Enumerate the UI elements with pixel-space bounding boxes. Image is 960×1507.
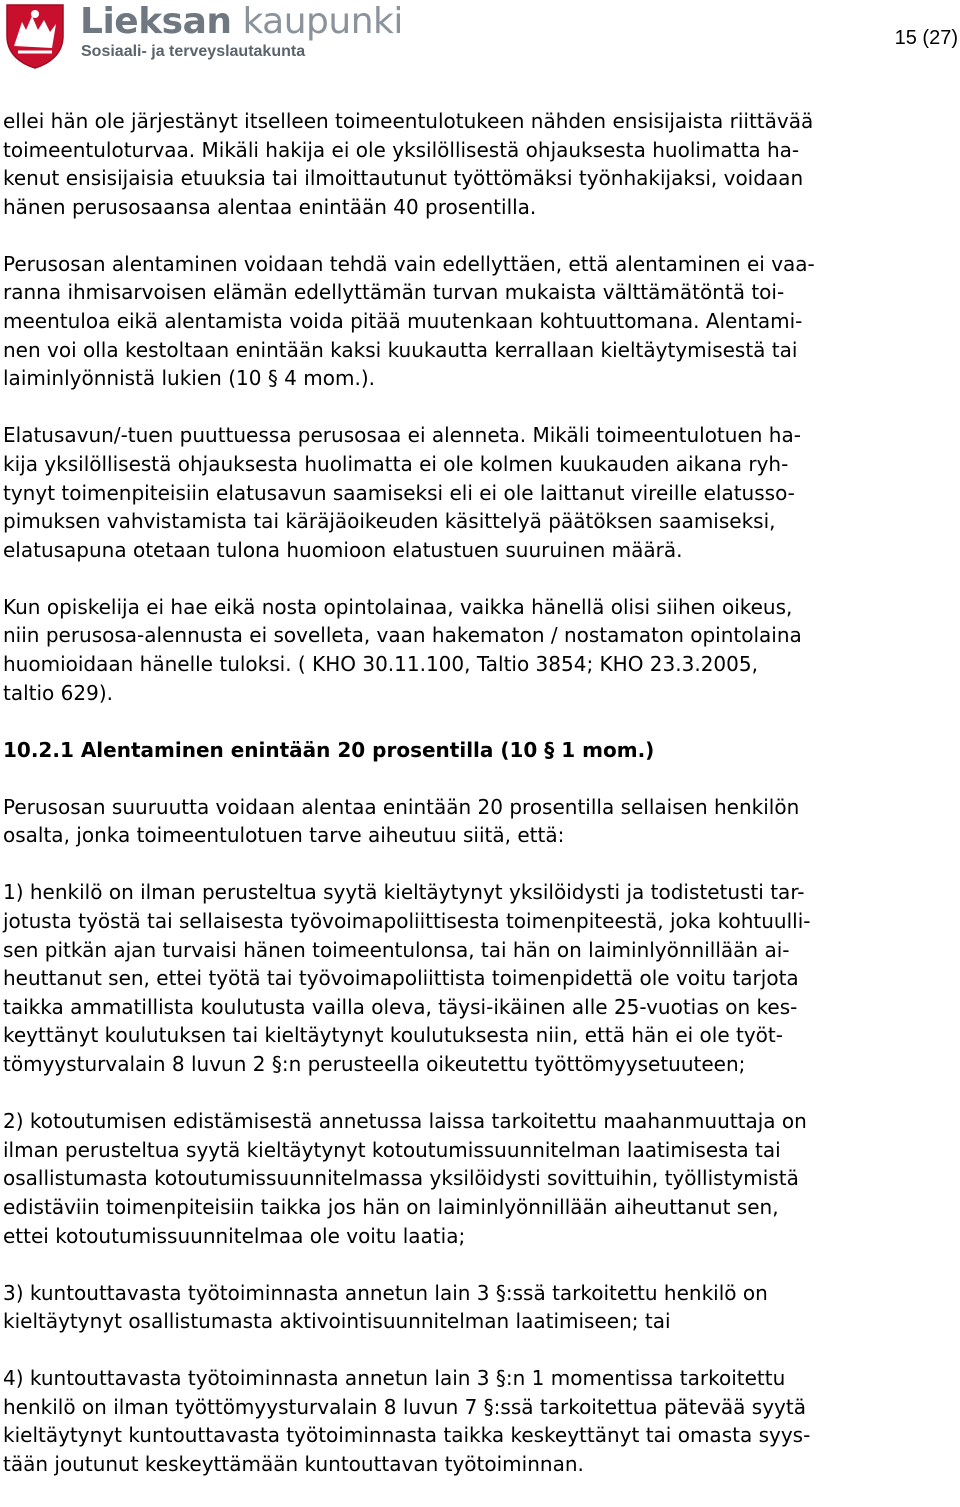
coat-of-arms-icon <box>4 2 66 70</box>
text-line: tömyysturvalain 8 luvun 2 §:n perusteella oikeutettu työttömyysetuuteen; <box>3 1052 746 1077</box>
text-line: toimeentuloturvaa. Mikäli hakija ei ole yksilöllisestä ohjauksesta huolimatta ha- <box>3 137 800 162</box>
list-item-2 <box>3 1107 958 1250</box>
paragraph-2 <box>3 250 958 393</box>
text-line: Kun opiskelija ei hae eikä nosta opintolainaa, vaikka hänellä olisi siihen oikeus, <box>3 594 793 619</box>
text-line: ellei hän ole järjestänyt itselleen toimeentulotukeen nähden ensisijaista riittävää <box>3 109 814 133</box>
list-item-3 <box>3 1279 958 1336</box>
text-line: elatusapuna otetaan tulona huomioon elatustuen suuruinen määrä. <box>3 537 683 562</box>
text-line: niin perusosa-alennusta ei sovelleta, vaan hakematon / nostamaton opintolaina <box>3 623 802 648</box>
text-line: kieltäytynyt osallistumasta aktivointisuunnitelman laatimiseen; tai <box>3 1309 671 1334</box>
text-line: 1) henkilö on ilman perusteltua syytä kieltäytynyt yksilöidysti ja todistetusti tar- <box>3 880 805 905</box>
list-item-1 <box>3 878 958 1078</box>
document-body <box>3 107 958 1507</box>
text-line: kenut ensisijaisia etuuksia tai ilmoittautunut työttömäksi työnhakijaksi, voidaan <box>3 166 804 191</box>
text-line: taikka ammatillista koulutusta vailla oleva, täysi-ikäinen alle 25-vuotias on kes- <box>3 994 798 1019</box>
text-line: osallistumasta kotoutumissuunnitelmassa yksilöidysti sovittuihin, työllistymistä <box>3 1166 799 1191</box>
text-line: edistäviin toimenpiteisiin taikka jos hän on laiminlyönnillään aiheuttanut sen, <box>3 1194 779 1219</box>
text-line: Elatusavun/-tuen puuttuessa perusosaa ei alenneta. Mikäli toimeentulotuen ha- <box>3 423 801 448</box>
paragraph-4 <box>3 593 958 707</box>
list-item-4 <box>3 1364 958 1478</box>
text-line: 2) kotoutumisen edistämisestä annetussa laissa tarkoitettu maahanmuuttaja on <box>3 1109 807 1134</box>
text-line: heuttanut sen, ettei työtä tai työvoimapoliittista toimenpidettä ole voitu tarjota <box>3 966 799 991</box>
text-line: pimuksen vahvistamista tai käräjäoikeuden käsittelyä päätöksen saamiseksi, <box>3 509 776 534</box>
text-line: kieltäytynyt kuntouttavasta työtoiminnasta taikka keskeyttänyt tai omasta syys- <box>3 1423 811 1448</box>
text-line: Perusosan suuruutta voidaan alentaa enintään 20 prosentilla sellaisen henkilön <box>3 794 800 819</box>
section-heading: 10.2.1 Alentaminen enintään 20 prosentilla (10 § 1 mom.) <box>3 737 655 762</box>
text-line: laiminlyönnistä lukien (10 § 4 mom.). <box>3 366 375 391</box>
page-header <box>0 0 960 80</box>
text-line: kija yksilöllisestä ohjauksesta huolimatta ei ole kolmen kuukauden aikana ryh- <box>3 451 789 476</box>
paragraph-1 <box>3 107 958 221</box>
text-line: sen pitkän ajan turvaisi hänen toimeentulonsa, tai hän on laiminlyönnillään ai- <box>3 937 790 962</box>
text-line: ettei kotoutumissuunnitelmaa ole voitu laatia; <box>3 1223 466 1248</box>
paragraph-5 <box>3 793 958 850</box>
text-line: keyttänyt koulutuksen tai kieltäytynyt koulutuksesta niin, että hän ei ole työt- <box>3 1023 783 1048</box>
text-line: Perusosan alentaminen voidaan tehdä vain edellyttäen, että alentaminen ei vaa- <box>3 251 815 276</box>
text-line: meentuloa eikä alentamista voida pitää muutenkaan kohtuuttomana. Alentami- <box>3 309 803 334</box>
text-line: hänen perusosaansa alentaa enintään 40 prosentilla. <box>3 194 537 219</box>
brand-name-light: kaupunki <box>231 1 403 42</box>
page-number: 15 (27) <box>894 27 958 49</box>
text-line: 4) kuntouttavasta työtoiminnasta annetun lain 3 §:n 1 momentissa tarkoitettu <box>3 1366 786 1391</box>
brand-name <box>80 0 403 44</box>
text-line: tään joutunut keskeyttämään kuntouttavan työtoiminnan. <box>3 1452 584 1477</box>
text-line: ranna ihmisarvoisen elämän edellyttämän turvan mukaista välttämätöntä toi- <box>3 280 785 305</box>
text-line: osalta, jonka toimeentulotuen tarve aiheutuu siitä, että: <box>3 823 565 848</box>
brand-name-bold: Lieksan <box>80 1 232 42</box>
text-line: taltio 629). <box>3 680 113 705</box>
text-line: ilman perusteltua syytä kieltäytynyt kotoutumissuunnitelman laatimisesta tai <box>3 1137 781 1162</box>
text-line: tynyt toimenpiteisiin elatusavun saamiseksi eli ei ole laittanut vireille elatusso- <box>3 480 795 505</box>
text-line: 3) kuntouttavasta työtoiminnasta annetun lain 3 §:ssä tarkoitettu henkilö on <box>3 1280 768 1305</box>
text-line: jotusta työstä tai sellaisesta työvoimapoliittisesta toimenpiteestä, joka kohtuulli- <box>3 909 811 934</box>
brand-subtitle: Sosiaali- ja terveyslautakunta <box>81 43 306 60</box>
text-line: henkilö on ilman työttömyysturvalain 8 luvun 7 §:ssä tarkoitettua pätevää syytä <box>3 1394 806 1419</box>
text-line: huomioidaan hänelle tuloksi. ( KHO 30.11.100, Taltio 3854; KHO 23.3.2005, <box>3 652 758 676</box>
paragraph-3 <box>3 421 958 564</box>
text-line: nen voi olla kestoltaan enintään kaksi kuukautta kerrallaan kieltäytymisestä tai <box>3 337 798 362</box>
